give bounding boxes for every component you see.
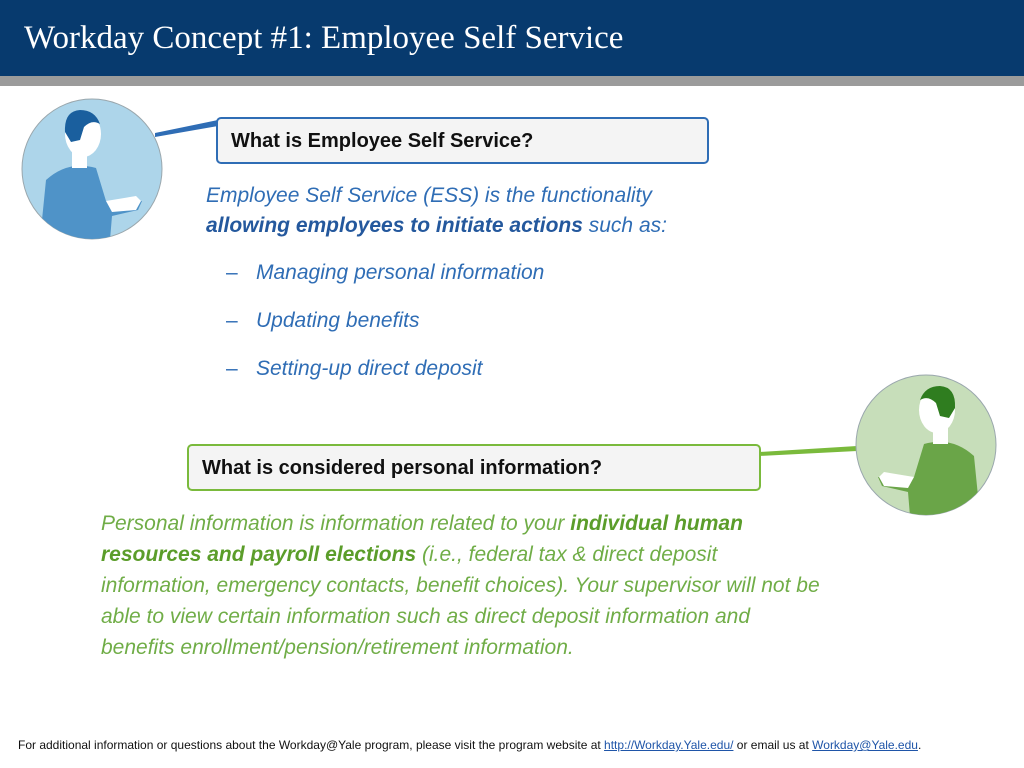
ess-question-callout: What is Employee Self Service? [216,117,709,164]
personal-info-text: Personal information is information related to your [101,512,571,535]
green-callout-pointer [759,446,857,456]
list-item-label: Managing personal information [256,261,545,284]
page-title: Workday Concept #1: Employee Self Service [24,20,624,56]
personal-info-description [101,508,821,663]
ess-description [206,181,667,241]
personal-info-emphasis-cont: resources and payroll elections [101,543,417,566]
list-item-label: Setting-up direct deposit [256,357,483,380]
personal-info-emphasis: individual human [570,512,743,535]
list-item [226,304,544,352]
dash-bullet-icon: – [226,357,238,380]
dash-bullet-icon: – [226,309,238,332]
program-website-link[interactable]: http://Workday.Yale.edu/ [604,738,734,752]
footer-text-end: . [917,738,922,752]
ess-description-text: Employee Self Service (ESS) is the functionality [206,184,652,207]
list-item [226,352,544,400]
supervisor-avatar-icon [854,374,1000,516]
ess-action-list [226,256,544,400]
dash-bullet-icon: – [226,261,238,284]
list-item-label: Updating benefits [256,309,420,332]
personal-info-text-cont: (i.e., federal tax & direct deposit information, emergency contacts, benefit choices). Your supervisor will not be able to view certain information such as direct deposit information and benefits enrollment/pension/retirement information. [101,543,820,659]
employee-avatar-icon [20,98,166,240]
footer-note [18,738,921,752]
ess-description-suffix: such as: [582,214,667,237]
personal-info-question-callout: What is considered personal information? [187,444,761,491]
footer-text-mid: or email us at [733,738,813,752]
ess-description-emphasis: allowing employees to initiate actions [206,214,583,237]
footer-text: For additional information or questions about the Workday@Yale program, please visit the program website at [18,738,605,752]
email-link[interactable]: Workday@Yale.edu [812,738,918,752]
list-item [226,256,544,304]
